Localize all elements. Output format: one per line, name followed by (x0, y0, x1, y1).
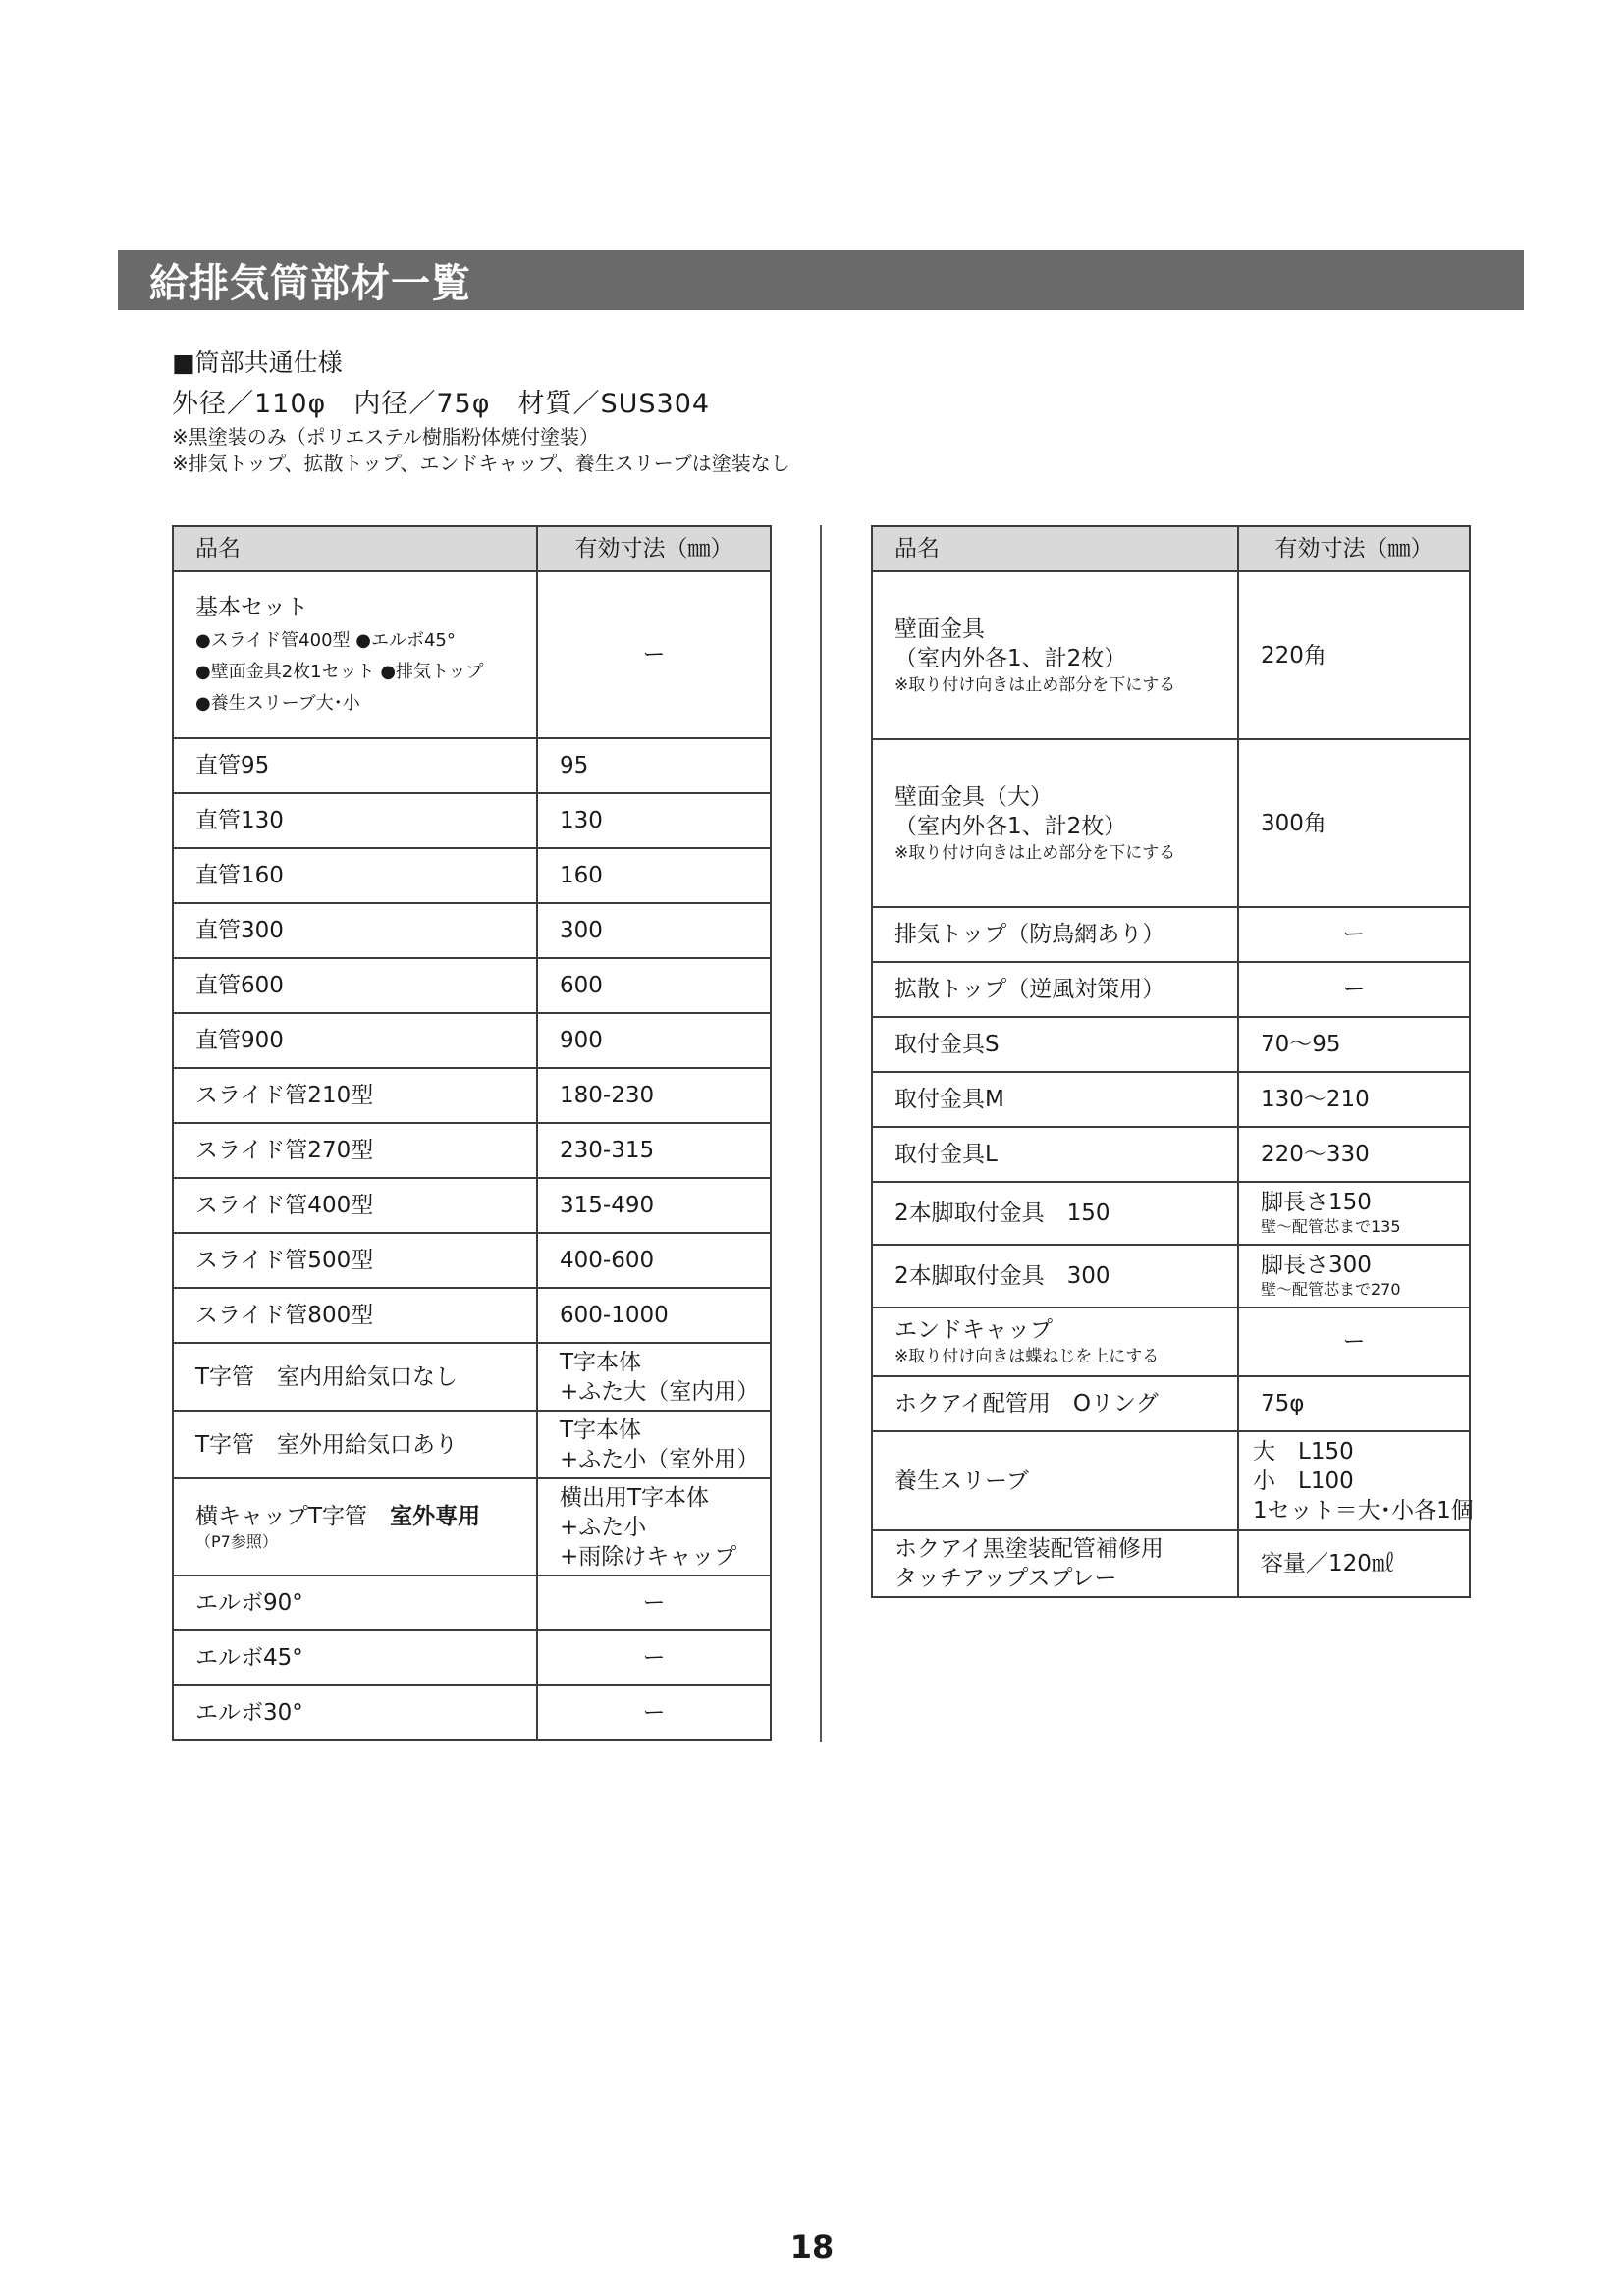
size-line: 小 L100 (1253, 1468, 1354, 1494)
size-line: +ふた大（室内用） (560, 1378, 760, 1405)
name-cell: スライド管210型 (173, 1068, 537, 1123)
name-cell: 2本脚取付金具 300 (872, 1245, 1238, 1308)
spray-name-line: ホクアイ黒塗装配管補修用 (894, 1536, 1164, 1562)
size-cell: ー (1238, 1308, 1470, 1376)
spec-note: ※黒塗装のみ（ポリエステル樹脂粉体焼付塗装） (172, 425, 599, 449)
name-cell (872, 571, 1238, 739)
leg-length: 脚長さ150 (1261, 1190, 1372, 1215)
size-cell (537, 1411, 771, 1478)
table-row (872, 1431, 1470, 1530)
table-row (173, 738, 771, 793)
basic-set-item: ●壁面金具2枚1セット ●排気トップ (195, 662, 484, 682)
spec-dimensions: 外径／110φ 内径／75φ 材質／SUS304 (172, 389, 711, 419)
size-cell: 300角 (1238, 739, 1470, 907)
table-row (173, 848, 771, 903)
size-cell: 220～330 (1238, 1127, 1470, 1182)
size-line: 横出用T字本体 (560, 1484, 710, 1511)
end-cap-name: エンドキャップ (894, 1317, 1053, 1343)
size-cell: 容量／120㎖ (1238, 1530, 1470, 1597)
table-row (872, 962, 1470, 1017)
size-header: 有効寸法（㎜） (1238, 526, 1470, 571)
page-title: 給排気筒部材一覧 (149, 261, 471, 306)
name-cell: スライド管400型 (173, 1178, 537, 1233)
size-cell: 400-600 (537, 1233, 771, 1288)
wall-fitting-large-note: ※取り付け向きは止め部分を下にする (894, 842, 1176, 863)
size-line: +ふた小 (560, 1514, 647, 1540)
table-row (173, 1630, 771, 1685)
size-cell: 130～210 (1238, 1072, 1470, 1127)
name-cell: エルボ90° (173, 1575, 537, 1630)
name-cell: 取付金具S (872, 1017, 1238, 1072)
table-row (872, 1530, 1470, 1597)
size-cell (1238, 1245, 1470, 1308)
right-parts-table (871, 525, 1474, 1598)
name-cell: T字管 室内用給気口なし (173, 1343, 537, 1411)
side-cap-outdoor-only: 室外専用 (390, 1503, 481, 1529)
table-row (173, 1685, 771, 1740)
size-cell: 315-490 (537, 1178, 771, 1233)
table-row (872, 1127, 1470, 1182)
size-cell: ー (537, 1630, 771, 1685)
name-cell (872, 739, 1238, 907)
size-cell: 95 (537, 738, 771, 793)
size-cell (1238, 1182, 1470, 1245)
basic-set-name: 基本セット (195, 595, 308, 620)
spray-name-line: タッチアップスプレー (894, 1566, 1117, 1591)
table-row (872, 907, 1470, 962)
left-parts-table (172, 525, 772, 1741)
size-cell (537, 1478, 771, 1575)
name-cell: ホクアイ配管用 Oリング (872, 1376, 1238, 1431)
size-cell: ー (537, 571, 771, 738)
name-cell: 取付金具M (872, 1072, 1238, 1127)
name-cell: スライド管270型 (173, 1123, 537, 1178)
spec-note: ※排気トップ、拡散トップ、エンドキャップ、養生スリーブは塗装なし (172, 452, 790, 475)
name-cell: 直管95 (173, 738, 537, 793)
size-line: T字本体 (560, 1416, 642, 1443)
table-row (872, 1376, 1470, 1431)
name-cell: 直管300 (173, 903, 537, 958)
name-cell: エルボ30° (173, 1685, 537, 1740)
size-header: 有効寸法（㎜） (537, 526, 771, 571)
table-row (173, 1288, 771, 1343)
wall-fitting-sub: （室内外各1、計2枚） (894, 645, 1127, 671)
name-cell (872, 1308, 1238, 1376)
table-row (872, 1245, 1470, 1308)
name-cell (173, 571, 537, 738)
size-cell (1238, 1431, 1474, 1530)
table-row (173, 1178, 771, 1233)
size-cell: 220角 (1238, 571, 1470, 739)
size-line: T字本体 (560, 1349, 642, 1375)
leg-length-note: 壁～配管芯まで135 (1261, 1217, 1401, 1236)
size-cell: 600 (537, 958, 771, 1013)
size-cell: 230-315 (537, 1123, 771, 1178)
table-row (872, 739, 1470, 907)
wall-fitting-large-name: 壁面金具（大） (894, 783, 1053, 810)
table-row (872, 1017, 1470, 1072)
common-spec (172, 346, 790, 477)
wall-fitting-name: 壁面金具 (894, 615, 985, 642)
size-cell: 130 (537, 793, 771, 848)
title-bar (118, 250, 1524, 310)
name-cell: エルボ45° (173, 1630, 537, 1685)
name-header: 品名 (173, 526, 537, 571)
size-line: +雨除けキャップ (560, 1543, 737, 1570)
name-cell: 養生スリーブ (872, 1431, 1238, 1530)
table-row (173, 1123, 771, 1178)
name-cell: 取付金具L (872, 1127, 1238, 1182)
size-cell: 600-1000 (537, 1288, 771, 1343)
end-cap-note: ※取り付け向きは蝶ねじを上にする (894, 1347, 1160, 1366)
name-cell: スライド管800型 (173, 1288, 537, 1343)
size-cell: 70～95 (1238, 1017, 1470, 1072)
name-cell: 排気トップ（防鳥網あり） (872, 907, 1238, 962)
table-row (173, 1013, 771, 1068)
size-cell: ー (1238, 907, 1470, 962)
name-cell: T字管 室外用給気口あり (173, 1411, 537, 1478)
table-row (173, 903, 771, 958)
table-row (173, 793, 771, 848)
header-row (872, 526, 1470, 571)
size-cell (537, 1343, 771, 1411)
side-cap-note: （P7参照） (195, 1531, 278, 1551)
table-row (872, 1182, 1470, 1245)
side-cap-name (195, 1502, 536, 1531)
size-cell: ー (1238, 962, 1470, 1017)
table-row (173, 1068, 771, 1123)
name-cell: 直管600 (173, 958, 537, 1013)
header-row (173, 526, 771, 571)
size-cell: 75φ (1238, 1376, 1470, 1431)
table-row (173, 1575, 771, 1630)
table-row (173, 571, 771, 738)
name-cell: 2本脚取付金具 150 (872, 1182, 1238, 1245)
table-row (173, 958, 771, 1013)
name-cell: 拡散トップ（逆風対策用） (872, 962, 1238, 1017)
leg-length-note: 壁～配管芯まで270 (1261, 1280, 1401, 1299)
name-cell: 直管160 (173, 848, 537, 903)
table-row (872, 1072, 1470, 1127)
name-header: 品名 (872, 526, 1238, 571)
basic-set-item: ●スライド管400型 ●エルボ45° (195, 630, 456, 651)
table-row (173, 1233, 771, 1288)
size-line: +ふた小（室外用） (560, 1446, 760, 1472)
table-row (872, 571, 1470, 739)
table-row (173, 1478, 771, 1575)
page-number: 18 (789, 2228, 835, 2266)
leg-length: 脚長さ300 (1261, 1253, 1372, 1278)
spec-heading: ■筒部共通仕様 (172, 348, 343, 377)
name-cell: スライド管500型 (173, 1233, 537, 1288)
table-row (173, 1343, 771, 1411)
name-cell: 直管900 (173, 1013, 537, 1068)
side-cap-name-text: 横キャップT字管 (195, 1503, 391, 1529)
size-cell: 300 (537, 903, 771, 958)
name-cell (872, 1530, 1238, 1597)
size-cell: 900 (537, 1013, 771, 1068)
name-cell: 直管130 (173, 793, 537, 848)
wall-fitting-large-sub: （室内外各1、計2枚） (894, 813, 1127, 839)
column-divider (820, 525, 822, 1742)
size-cell: 180-230 (537, 1068, 771, 1123)
size-cell: ー (537, 1575, 771, 1630)
size-line: 1セット＝大･小各1個 (1253, 1497, 1474, 1523)
name-cell (173, 1478, 537, 1575)
size-cell: ー (537, 1685, 771, 1740)
table-row (872, 1308, 1470, 1376)
wall-fitting-note: ※取り付け向きは止め部分を下にする (894, 674, 1176, 695)
size-line: 大 L150 (1253, 1438, 1354, 1465)
table-row (173, 1411, 771, 1478)
basic-set-item: ●養生スリーブ大･小 (195, 693, 360, 714)
size-cell: 160 (537, 848, 771, 903)
